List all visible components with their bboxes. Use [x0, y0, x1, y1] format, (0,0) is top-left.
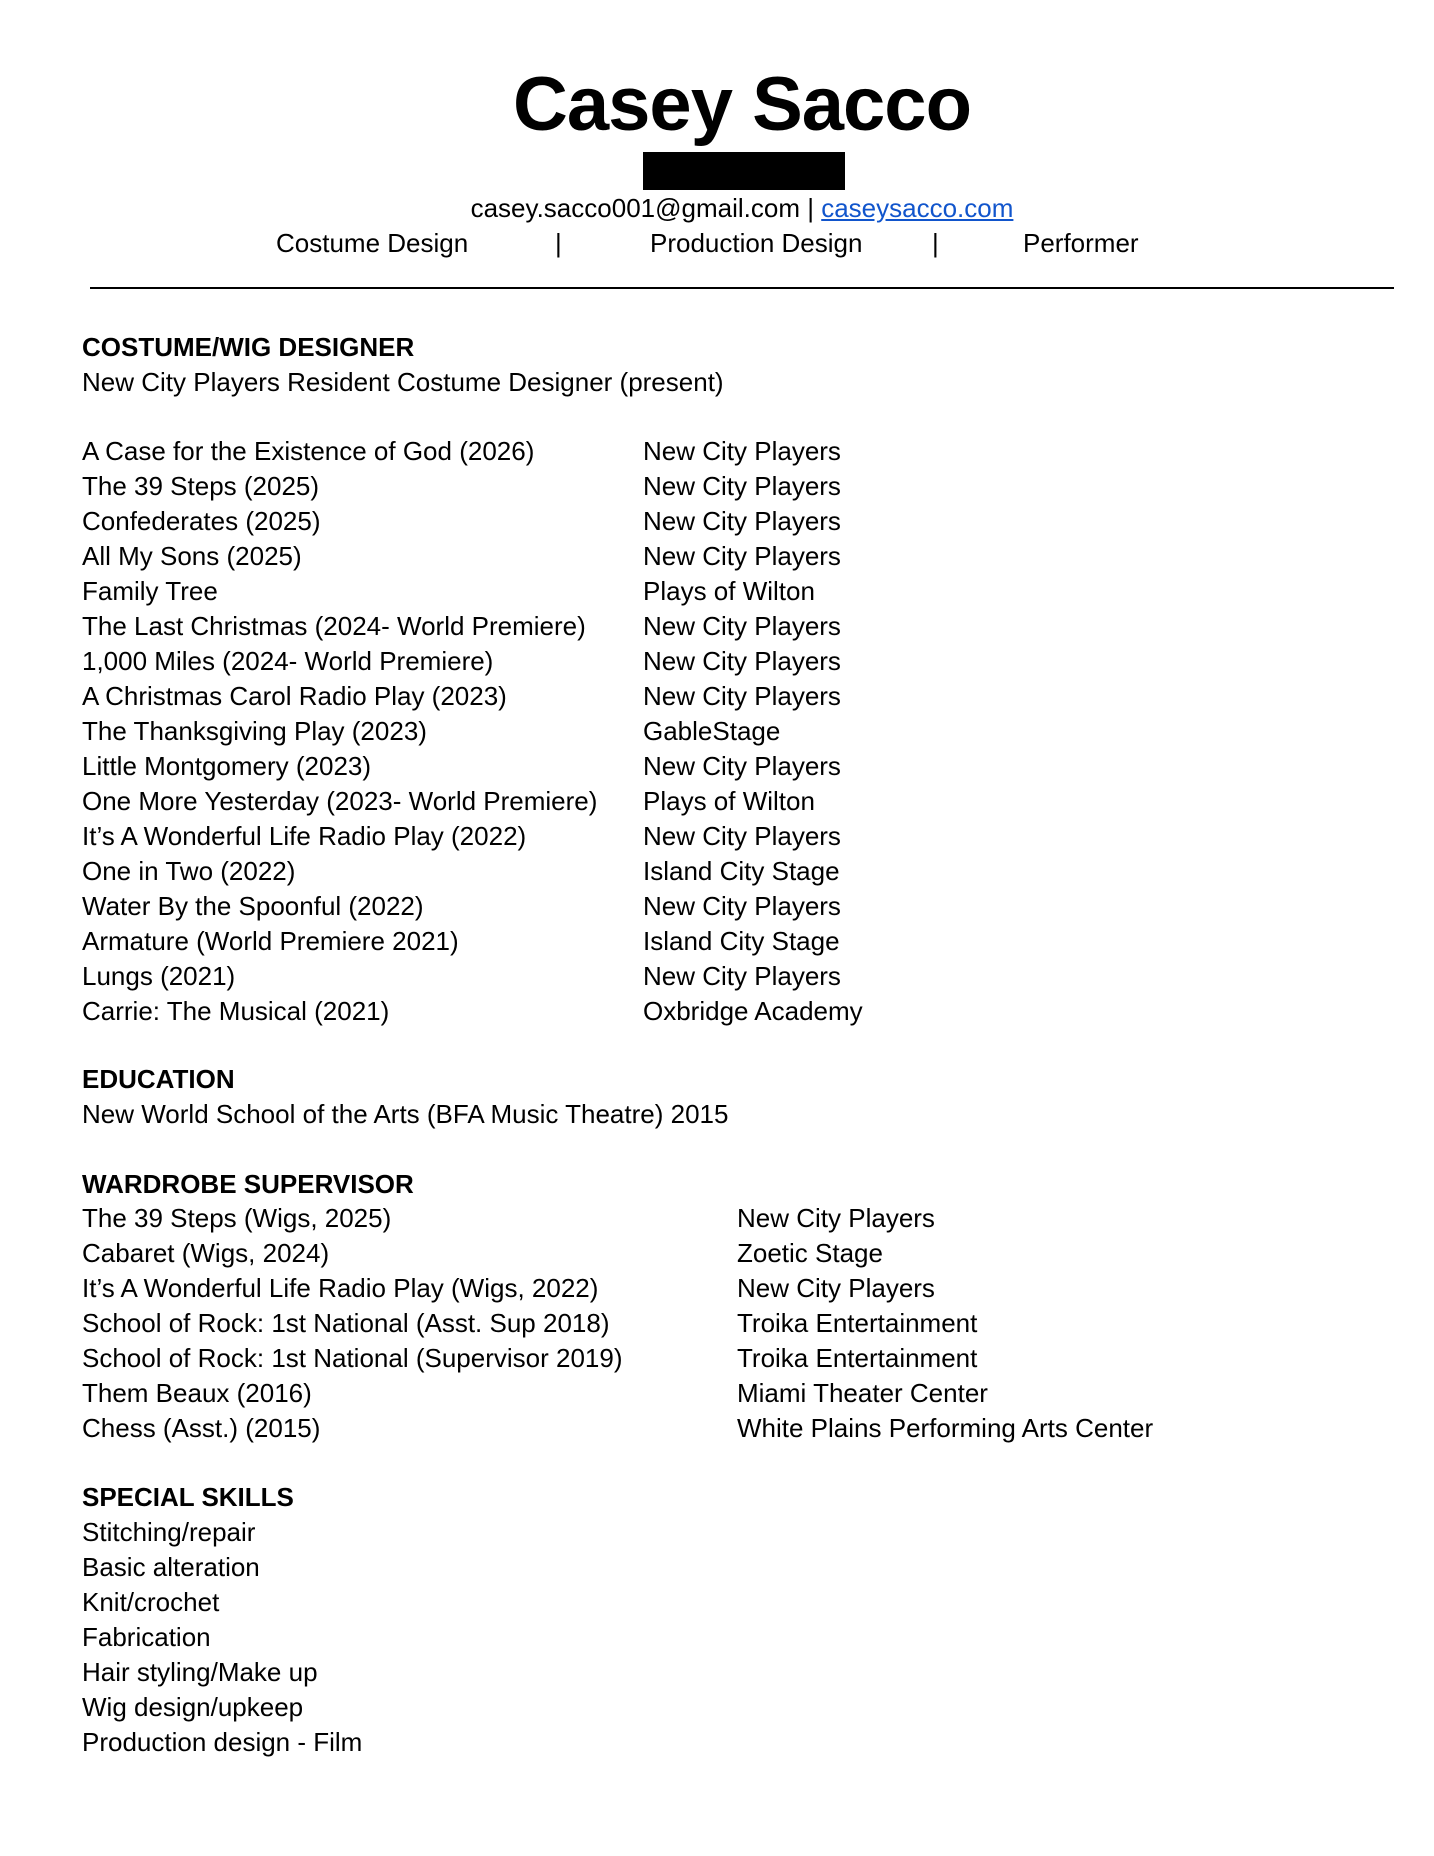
role-separator: | — [932, 228, 939, 258]
costume-credit-row — [82, 889, 1282, 924]
costume-credit-row — [82, 959, 1282, 994]
redacted-phone-block — [643, 152, 845, 190]
credit-company: New City Players — [737, 1273, 935, 1303]
credit-show: One in Two (2022) — [82, 856, 296, 886]
credit-show: Family Tree — [82, 576, 218, 606]
credit-company: New City Players — [643, 506, 841, 536]
credit-show: The Thanksgiving Play (2023) — [82, 716, 427, 746]
credit-show: Cabaret (Wigs, 2024) — [82, 1238, 330, 1268]
email-text: casey.sacco001@gmail.com — [470, 193, 800, 223]
credit-show: School of Rock: 1st National (Asst. Sup 2018) — [82, 1308, 610, 1338]
credit-company: White Plains Performing Arts Center — [737, 1413, 1154, 1443]
costume-credit-row — [82, 539, 1282, 574]
role-separator: | — [555, 228, 562, 258]
credit-company: New City Players — [643, 751, 841, 781]
role-costume-design: Costume Design — [276, 228, 469, 258]
credit-show: Water By the Spoonful (2022) — [82, 891, 424, 921]
costume-credit-row — [82, 644, 1282, 679]
wardrobe-heading: WARDROBE SUPERVISOR — [82, 1169, 414, 1199]
credit-company: New City Players — [643, 891, 841, 921]
credit-show: Chess (Asst.) (2015) — [82, 1413, 321, 1443]
credit-company: Troika Entertainment — [737, 1308, 978, 1338]
credit-show: It’s A Wonderful Life Radio Play (2022) — [82, 821, 527, 851]
education-entry: New World School of the Arts (BFA Music Theatre) 2015 — [82, 1099, 729, 1129]
credit-company: Plays of Wilton — [643, 786, 815, 816]
credit-company: New City Players — [643, 821, 841, 851]
costume-credit-row — [82, 434, 1282, 469]
credit-show: A Case for the Existence of God (2026) — [82, 436, 535, 466]
wardrobe-credit-row — [82, 1201, 1282, 1236]
costume-subtitle: New City Players Resident Costume Designer (present) — [82, 367, 724, 397]
skill-item: Knit/crochet — [82, 1587, 220, 1617]
wardrobe-credit-row — [82, 1306, 1282, 1341]
credit-show: Armature (World Premiere 2021) — [82, 926, 459, 956]
wardrobe-credit-row — [82, 1376, 1282, 1411]
costume-credit-row — [82, 714, 1282, 749]
skill-item: Basic alteration — [82, 1552, 260, 1582]
credit-show: 1,000 Miles (2024- World Premiere) — [82, 646, 494, 676]
credit-company: New City Players — [643, 436, 841, 466]
credit-company: Oxbridge Academy — [643, 996, 863, 1026]
costume-credit-row — [82, 994, 1282, 1029]
wardrobe-credit-row — [82, 1236, 1282, 1271]
resume-name: Casey Sacco — [513, 62, 971, 147]
costume-credit-row — [82, 819, 1282, 854]
wardrobe-credit-row — [82, 1411, 1282, 1446]
costume-credit-row — [82, 469, 1282, 504]
wardrobe-credit-row — [82, 1271, 1282, 1306]
costume-credit-row — [82, 574, 1282, 609]
skill-item: Fabrication — [82, 1622, 211, 1652]
credit-company: Miami Theater Center — [737, 1378, 988, 1408]
credit-show: All My Sons (2025) — [82, 541, 302, 571]
header-divider — [90, 287, 1394, 289]
costume-credit-row — [82, 609, 1282, 644]
credit-company: New City Players — [643, 961, 841, 991]
contact-line — [0, 191, 1434, 225]
skills-heading: SPECIAL SKILLS — [82, 1482, 294, 1512]
credit-show: School of Rock: 1st National (Supervisor 2019) — [82, 1343, 623, 1373]
credit-company: New City Players — [643, 681, 841, 711]
credit-show: A Christmas Carol Radio Play (2023) — [82, 681, 507, 711]
credit-show: The 39 Steps (2025) — [82, 471, 320, 501]
credit-company: New City Players — [643, 471, 841, 501]
costume-credit-row — [82, 854, 1282, 889]
role-performer: Performer — [1023, 228, 1139, 258]
credit-company: GableStage — [643, 716, 781, 746]
credit-show: Them Beaux (2016) — [82, 1378, 312, 1408]
costume-credit-row — [82, 784, 1282, 819]
education-heading: EDUCATION — [82, 1064, 235, 1094]
costume-heading: COSTUME/WIG DESIGNER — [82, 332, 415, 362]
costume-credit-row — [82, 924, 1282, 959]
credit-show: It’s A Wonderful Life Radio Play (Wigs, 2022) — [82, 1273, 599, 1303]
contact-separator: | — [807, 193, 814, 223]
credit-company: Zoetic Stage — [737, 1238, 883, 1268]
credit-show: Lungs (2021) — [82, 961, 236, 991]
costume-credit-row — [82, 679, 1282, 714]
role-production-design: Production Design — [650, 228, 863, 258]
credit-show: The Last Christmas (2024- World Premiere) — [82, 611, 586, 641]
costume-credit-row — [82, 749, 1282, 784]
credit-company: Island City Stage — [643, 926, 840, 956]
credit-company: New City Players — [737, 1203, 935, 1233]
wardrobe-credit-row — [82, 1341, 1282, 1376]
skill-item: Hair styling/Make up — [82, 1657, 318, 1687]
website-link[interactable]: caseysacco.com — [821, 193, 1014, 223]
credit-company: New City Players — [643, 541, 841, 571]
credit-show: The 39 Steps (Wigs, 2025) — [82, 1203, 392, 1233]
credit-show: One More Yesterday (2023- World Premiere) — [82, 786, 598, 816]
credit-show: Carrie: The Musical (2021) — [82, 996, 390, 1026]
skill-item: Stitching/repair — [82, 1517, 256, 1547]
credit-company: Troika Entertainment — [737, 1343, 978, 1373]
credit-company: New City Players — [643, 646, 841, 676]
skill-item: Production design - Film — [82, 1727, 363, 1757]
credit-show: Little Montgomery (2023) — [82, 751, 372, 781]
credit-company: New City Players — [643, 611, 841, 641]
skill-item: Wig design/upkeep — [82, 1692, 304, 1722]
credit-company: Plays of Wilton — [643, 576, 815, 606]
costume-credit-row — [82, 504, 1282, 539]
credit-company: Island City Stage — [643, 856, 840, 886]
credit-show: Confederates (2025) — [82, 506, 321, 536]
